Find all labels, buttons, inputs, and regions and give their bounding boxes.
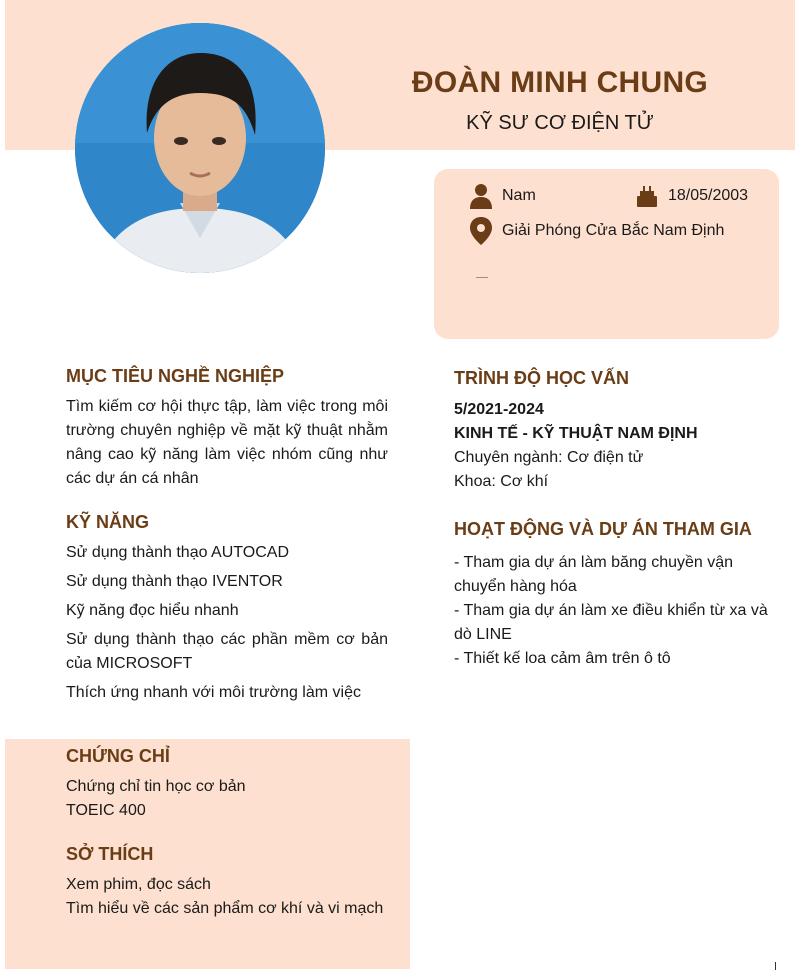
- list-item: Thích ứng nhanh với môi trường làm việc: [66, 684, 361, 701]
- objective-text: Tìm kiếm cơ hội thực tập, làm việc trong môi trường chuyên nghiệp về mặt kỹ thuật nhằm nâng cao kỹ năng làm việc nhóm cũng như các dự án cá nhân: [66, 398, 388, 487]
- list-item: Sử dụng thành thạo các phần mềm cơ bản của MICROSOFT: [66, 631, 388, 672]
- personal-info-card: [434, 169, 779, 339]
- list-item: - Tham gia dự án làm băng chuyền vận chuyển hàng hóa: [454, 554, 734, 595]
- page-mark: [775, 962, 776, 970]
- location-pin-icon: [468, 217, 494, 245]
- list-item: Xem phim, đọc sách: [66, 876, 211, 893]
- activities-section: [454, 519, 774, 671]
- skills-title: KỸ NĂNG: [66, 512, 150, 532]
- birthdate-value: 18/05/2003: [668, 187, 749, 204]
- list-item: Tìm hiểu về các sản phẩm cơ khí và vi mạch: [66, 900, 384, 917]
- profile-photo: [75, 23, 325, 273]
- list-item: Sử dụng thành thạo IVENTOR: [66, 573, 283, 590]
- job-title: KỸ SƯ CƠ ĐIỆN TỬ: [466, 112, 654, 134]
- divider: [476, 277, 488, 278]
- education-faculty: Khoa: Cơ khí: [454, 473, 549, 490]
- list-item: - Tham gia dự án làm xe điều khiển từ xa và dò LINE: [454, 602, 768, 643]
- list-item: TOEIC 400: [66, 802, 146, 819]
- skills-list: [66, 541, 388, 705]
- avatar: [75, 23, 325, 273]
- address-row: [468, 217, 724, 245]
- activities-title: HOẠT ĐỘNG VÀ DỰ ÁN THAM GIA: [454, 519, 752, 539]
- hobbies-title: SỞ THÍCH: [66, 844, 154, 864]
- certificates-title: CHỨNG CHỈ: [66, 746, 170, 766]
- address-value: Giải Phóng Cửa Bắc Nam Định: [502, 222, 725, 239]
- gender-value: Nam: [502, 187, 536, 204]
- birthdate-row: [634, 182, 748, 210]
- education-section: [454, 368, 774, 494]
- cake-icon: [634, 182, 660, 210]
- gender-row: [468, 182, 536, 210]
- education-title: TRÌNH ĐỘ HỌC VẤN: [454, 368, 629, 388]
- skills-section: [66, 512, 388, 710]
- candidate-name: ĐOÀN MINH CHUNG: [411, 66, 709, 99]
- list-item: - Thiết kế loa cảm âm trên ô tô: [454, 650, 671, 667]
- list-item: Chứng chỉ tin học cơ bản: [66, 778, 246, 795]
- education-school: KINH TẾ - KỸ THUẬT NAM ĐỊNH: [454, 425, 698, 442]
- objective-title: MỤC TIÊU NGHỀ NGHIỆP: [66, 366, 285, 386]
- education-major: Chuyên ngành: Cơ điện tử: [454, 449, 644, 466]
- list-item: Kỹ năng đọc hiểu nhanh: [66, 602, 239, 619]
- person-icon: [468, 182, 494, 210]
- certificates-section: [66, 746, 388, 823]
- education-period: 5/2021-2024: [454, 401, 544, 418]
- objective-section: [66, 366, 388, 491]
- hobbies-section: [66, 844, 388, 921]
- list-item: Sử dụng thành thạo AUTOCAD: [66, 544, 289, 561]
